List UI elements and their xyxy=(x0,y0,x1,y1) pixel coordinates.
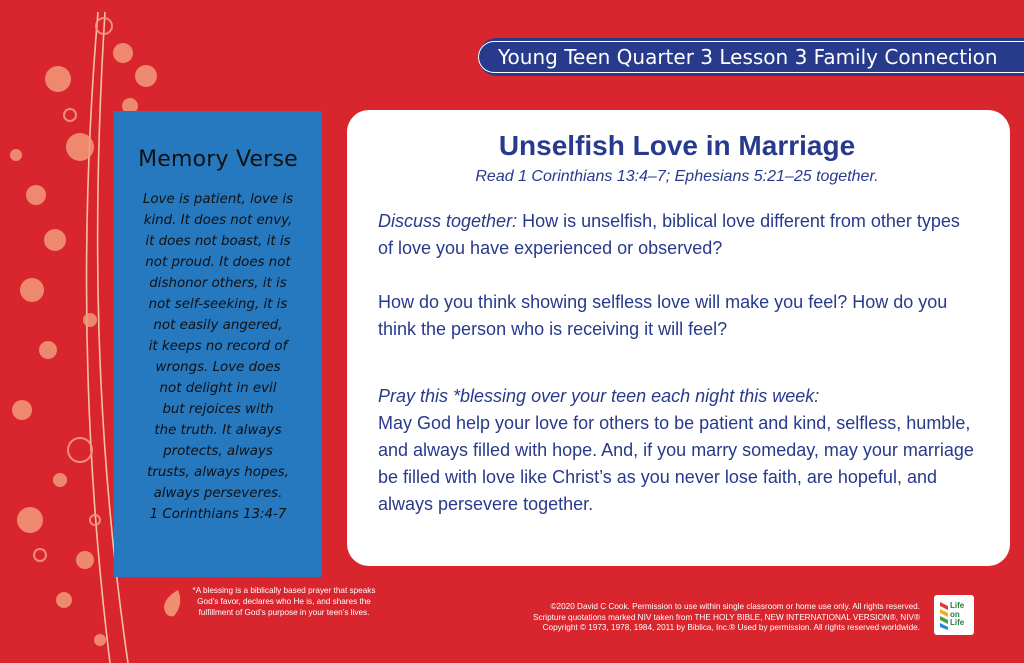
prayer-label: Pray this *blessing over your teen each night this week: xyxy=(378,386,820,406)
life-on-life-logo xyxy=(934,595,974,635)
memory-verse-line: but rejoices with xyxy=(162,402,274,417)
logo-text xyxy=(950,602,974,628)
memory-verse-line: kind. It does not envy, xyxy=(143,213,293,228)
feelings-question: How do you think showing selfless love will make you feel? How do you think the person who is receiving it will feel? xyxy=(378,292,948,339)
memory-verse-line: the truth. It always xyxy=(154,423,282,438)
card-title: Unselfish Love in Marriage xyxy=(498,130,856,161)
copyright-line: Copyright © 1973, 1978, 1984, 2011 by Biblica, Inc.® Used by permission. All rights reserved worldwide. xyxy=(542,623,920,632)
memory-verse-line: not proud. It does not xyxy=(145,255,291,270)
memory-verse-line: always perseveres. xyxy=(153,486,283,501)
memory-verse-text xyxy=(120,189,316,525)
memory-verse-line: it keeps no record of xyxy=(148,339,288,354)
scripture-reading: Read 1 Corinthians 13:4–7; Ephesians 5:21–25 together. xyxy=(475,168,879,185)
prayer-text: May God help your love for others to be patient and kind, selfless, humble, and always filled with hope. And, if you marry someday, may your marriage be filled with love like Christ’s as you never lose faith, are hopeful, and always persevere together. xyxy=(378,413,974,514)
memory-verse-line: protects, always xyxy=(163,444,273,459)
memory-verse-line: trusts, always hopes, xyxy=(147,465,289,480)
memory-verse-title: Memory Verse xyxy=(138,147,298,172)
memory-verse-line: dishonor others, it is xyxy=(149,276,287,291)
memory-verse-line: not delight in evil xyxy=(159,381,277,396)
memory-verse-line: not self-seeking, it is xyxy=(148,297,288,312)
copyright-line: Scripture quotations marked NIV taken from THE HOLY BIBLE, NEW INTERNATIONAL VERSION®, NIV® xyxy=(533,612,920,622)
footnote-line: God’s favor, declares who He is, and shares the xyxy=(197,597,371,606)
memory-verse-line: wrongs. Love does xyxy=(155,360,281,375)
logo-ribbon-icon xyxy=(938,600,950,630)
blessing-footnote xyxy=(178,585,390,618)
discuss-question xyxy=(378,208,976,262)
memory-verse-panel xyxy=(114,111,322,577)
copyright-line: ©2020 David C Cook. Permission to use within single classroom or home use only. All rights reserved. xyxy=(550,602,920,611)
footnote-line: fulfillment of God’s purpose in your teen’s lives. xyxy=(198,608,370,617)
lesson-header-banner xyxy=(478,38,1024,76)
prayer-section xyxy=(378,383,976,518)
memory-verse-line: Love is patient, love is xyxy=(142,192,294,207)
lesson-header-title: Young Teen Quarter 3 Lesson 3 Family Connection xyxy=(498,45,998,69)
copyright-notice xyxy=(440,602,920,634)
memory-verse-line: it does not boast, it is xyxy=(145,234,291,249)
memory-verse-reference: 1 Corinthians 13:4-7 xyxy=(149,507,287,522)
logo-word: Life xyxy=(950,601,965,610)
discussion-card xyxy=(347,110,1010,566)
discuss-text: How is unselfish, biblical love different from other types of love you have experienced or observed? xyxy=(378,211,960,258)
logo-word: Life xyxy=(950,618,965,627)
logo-word: on xyxy=(950,609,960,619)
discuss-label: Discuss together: xyxy=(378,211,518,231)
memory-verse-line: not easily angered, xyxy=(153,318,283,333)
footnote-line: *A blessing is a biblically based prayer that speaks xyxy=(192,586,376,595)
